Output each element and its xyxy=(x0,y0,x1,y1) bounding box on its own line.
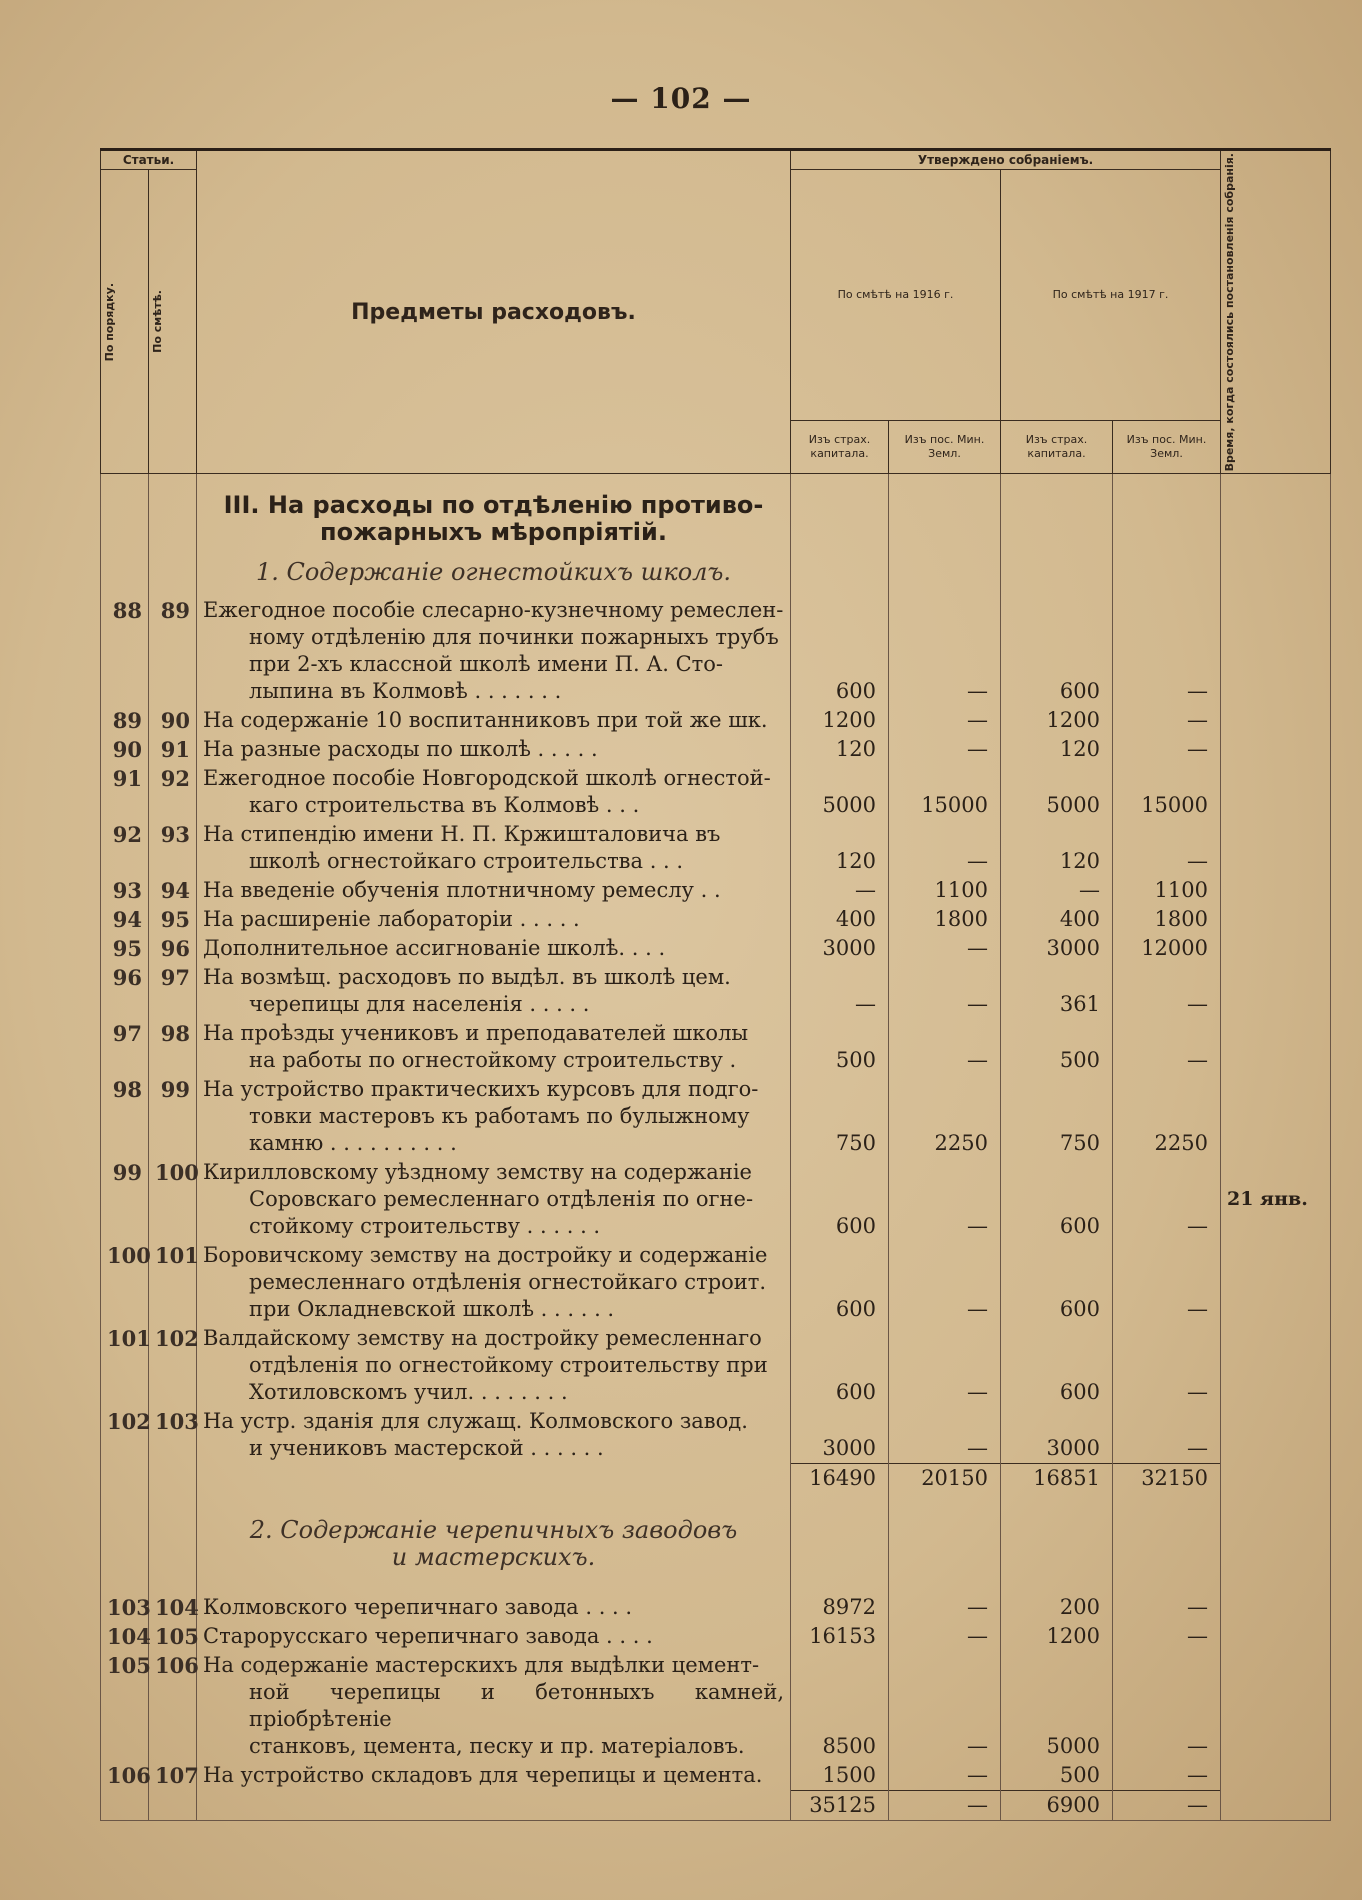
expense-description xyxy=(197,905,791,934)
empty-cell xyxy=(101,1493,149,1505)
header-est-1917: По смѣтѣ на 1917 г. xyxy=(1001,170,1221,421)
amount-1917-insurance: 1200 xyxy=(1001,1622,1113,1651)
description-line: ной черепицы и бетонныхъ камней, пріобрѣтеніе xyxy=(249,1679,784,1731)
estimate-number: 105 xyxy=(149,1622,197,1651)
description-line: На устройство практическихъ курсовъ для подго- xyxy=(203,1077,759,1102)
table-row xyxy=(101,820,1331,876)
amount-1916-insurance: 600 xyxy=(791,1324,889,1407)
order-number: 104 xyxy=(101,1622,149,1651)
time-cell xyxy=(1221,1241,1331,1324)
header-subjects: Предметы расходовъ. xyxy=(197,150,791,474)
empty-cell xyxy=(1001,1505,1113,1581)
empty-cell xyxy=(197,1493,791,1505)
estimate-number: 101 xyxy=(149,1241,197,1324)
amount-1917-ministry: — xyxy=(1113,1158,1221,1241)
order-number: 101 xyxy=(101,1324,149,1407)
description-line: На возмѣщ. расходовъ по выдѣл. въ школѣ цем. xyxy=(203,965,731,990)
order-number: 92 xyxy=(101,820,149,876)
amount-1917-ministry: 12000 xyxy=(1113,934,1221,963)
amount-1916-ministry: — xyxy=(889,735,1001,764)
description-line: Боровичскому земству на достройку и содержаніе xyxy=(203,1243,768,1268)
amount-1917-ministry: — xyxy=(1113,1019,1221,1075)
empty-cell xyxy=(1113,1493,1221,1505)
spacer-row xyxy=(101,1581,1331,1593)
description-line: На проѣзды учениковъ и преподавателей школы xyxy=(203,1021,749,1046)
amount-1917-ministry: 2250 xyxy=(1113,1075,1221,1158)
empty-cell xyxy=(791,1581,889,1593)
amount-1916-ministry: — xyxy=(889,934,1001,963)
time-cell xyxy=(1221,1463,1331,1493)
amount-1916-insurance: 8500 xyxy=(791,1651,889,1761)
amount-1916-insurance: 8972 xyxy=(791,1593,889,1622)
empty-cell xyxy=(149,1463,197,1493)
estimate-number: 104 xyxy=(149,1593,197,1622)
description-line: Соровскаго ремесленнаго отдѣленія по огне- xyxy=(249,1187,754,1212)
amount-1917-ministry: — xyxy=(1113,1407,1221,1463)
total-1917-insurance: 6900 xyxy=(1001,1790,1113,1820)
amount-1917-insurance: 3000 xyxy=(1001,1407,1113,1463)
header-by-estimate xyxy=(149,170,197,474)
amount-1917-ministry: — xyxy=(1113,735,1221,764)
amount-1916-insurance: — xyxy=(791,963,889,1019)
description-line: каго строительства въ Колмовѣ . . . xyxy=(249,793,640,818)
amount-1916-insurance: 3000 xyxy=(791,934,889,963)
amount-1916-ministry: — xyxy=(889,1593,1001,1622)
expense-description xyxy=(197,706,791,735)
time-cell xyxy=(1221,1622,1331,1651)
header-approved: Утверждено собраніемъ. xyxy=(791,150,1221,170)
order-number: 96 xyxy=(101,963,149,1019)
order-number: 95 xyxy=(101,934,149,963)
order-number: 106 xyxy=(101,1761,149,1791)
empty-cell xyxy=(1113,1581,1221,1593)
total-row xyxy=(101,1463,1331,1493)
amount-1917-ministry: 1800 xyxy=(1113,905,1221,934)
estimate-number: 89 xyxy=(149,596,197,706)
estimate-number: 102 xyxy=(149,1324,197,1407)
expense-description xyxy=(197,820,791,876)
order-number: 99 xyxy=(101,1158,149,1241)
expense-description xyxy=(197,1158,791,1241)
amount-1916-ministry: — xyxy=(889,706,1001,735)
description-line: при Окладневской школѣ . . . . . . xyxy=(249,1297,615,1322)
time-cell xyxy=(1221,1324,1331,1407)
page-number: — 102 — xyxy=(610,82,752,115)
amount-1917-insurance: 400 xyxy=(1001,905,1113,934)
description-line: школѣ огнестойкаго строительства . . . xyxy=(249,849,684,874)
order-number: 94 xyxy=(101,905,149,934)
time-cell xyxy=(1221,1761,1331,1791)
time-cell xyxy=(1221,735,1331,764)
time-cell xyxy=(1221,596,1331,706)
amount-1916-insurance: 120 xyxy=(791,735,889,764)
description-line: На стипендію имени Н. П. Кржишталовича въ xyxy=(203,822,721,847)
description-line: На содержаніе мастерскихъ для выдѣлки цемент- xyxy=(203,1652,760,1677)
amount-1917-ministry: — xyxy=(1113,1241,1221,1324)
table-row xyxy=(101,963,1331,1019)
amount-1917-ministry: — xyxy=(1113,1324,1221,1407)
amount-1917-insurance: 200 xyxy=(1001,1593,1113,1622)
total-1916-ministry: 20150 xyxy=(889,1463,1001,1493)
amount-1917-insurance: 500 xyxy=(1001,1761,1113,1791)
amount-1916-ministry: — xyxy=(889,1622,1001,1651)
amount-1917-ministry: 15000 xyxy=(1113,764,1221,820)
estimate-number: 96 xyxy=(149,934,197,963)
empty-cell xyxy=(889,1505,1001,1581)
total-1917-insurance: 16851 xyxy=(1001,1463,1113,1493)
description-line: камню . . . . . . . . . . xyxy=(249,1131,457,1156)
time-cell xyxy=(1221,706,1331,735)
subsection2-title xyxy=(197,1505,791,1581)
expense-description xyxy=(197,934,791,963)
total-1916-insurance: 35125 xyxy=(791,1790,889,1820)
empty-cell xyxy=(1113,1505,1221,1581)
amount-1917-ministry: — xyxy=(1113,1651,1221,1761)
amount-1917-insurance: 120 xyxy=(1001,735,1113,764)
amount-1917-ministry: — xyxy=(1113,1761,1221,1791)
estimate-number: 100 xyxy=(149,1158,197,1241)
total-1917-ministry: — xyxy=(1113,1790,1221,1820)
estimate-number: 95 xyxy=(149,905,197,934)
amount-1916-ministry: 15000 xyxy=(889,764,1001,820)
time-cell xyxy=(1221,963,1331,1019)
empty-cell xyxy=(197,1581,791,1593)
amount-1917-ministry: — xyxy=(1113,1593,1221,1622)
description-line: Ежегодное пособіе Новгородской школѣ огнестой- xyxy=(203,766,771,791)
order-number: 102 xyxy=(101,1407,149,1463)
estimate-number: 94 xyxy=(149,876,197,905)
estimate-number: 93 xyxy=(149,820,197,876)
header-est-1916: По смѣтѣ на 1916 г. xyxy=(791,170,1001,421)
expense-description xyxy=(197,1593,791,1622)
description-line: на работы по огнестойкому строительству . xyxy=(249,1048,737,1073)
expense-description xyxy=(197,876,791,905)
order-number: 105 xyxy=(101,1651,149,1761)
table-row xyxy=(101,1761,1331,1791)
amount-1916-ministry: — xyxy=(889,1651,1001,1761)
estimate-number: 99 xyxy=(149,1075,197,1158)
time-cell xyxy=(1221,1651,1331,1761)
amount-1917-insurance: 600 xyxy=(1001,1158,1113,1241)
amount-1917-insurance: 600 xyxy=(1001,1324,1113,1407)
table-row xyxy=(101,596,1331,706)
amount-1917-insurance: 600 xyxy=(1001,1241,1113,1324)
table-row xyxy=(101,1407,1331,1463)
order-number: 98 xyxy=(101,1075,149,1158)
description-line: станковъ, цемента, песку и пр. матеріаловъ. xyxy=(249,1733,745,1758)
amount-1916-insurance: 5000 xyxy=(791,764,889,820)
time-cell xyxy=(1221,1407,1331,1463)
amount-1917-ministry: — xyxy=(1113,820,1221,876)
empty-cell xyxy=(101,1505,149,1581)
total-1916-ministry: — xyxy=(889,1790,1001,1820)
description-line: Хотиловскомъ учил. . . . . . . . xyxy=(249,1380,568,1405)
table-row xyxy=(101,1075,1331,1158)
description-line: стойкому строительству . . . . . . xyxy=(249,1214,601,1239)
empty-cell xyxy=(791,1493,889,1505)
expense-table xyxy=(100,148,1331,1821)
amount-1917-ministry: — xyxy=(1113,596,1221,706)
estimate-number: 97 xyxy=(149,963,197,1019)
description-line: отдѣленія по огнестойкому строительству при xyxy=(249,1353,768,1378)
amount-1916-insurance: 16153 xyxy=(791,1622,889,1651)
amount-1917-insurance: 120 xyxy=(1001,820,1113,876)
empty-cell xyxy=(1221,1581,1331,1593)
amount-1916-insurance: — xyxy=(791,876,889,905)
time-cell xyxy=(1221,934,1331,963)
empty-cell xyxy=(889,1581,1001,1593)
amount-1917-insurance: 3000 xyxy=(1001,934,1113,963)
subsection1-title: 1. Содержаніе огнестойкихъ школъ. xyxy=(197,547,791,596)
amount-1917-insurance: 1200 xyxy=(1001,706,1113,735)
header-1916-insurance: Изъ страх. капитала. xyxy=(791,421,889,474)
amount-1917-ministry: — xyxy=(1113,706,1221,735)
amount-1916-ministry: — xyxy=(889,1324,1001,1407)
amount-1917-insurance: 5000 xyxy=(1001,764,1113,820)
empty-cell xyxy=(1221,1505,1331,1581)
order-number: 89 xyxy=(101,706,149,735)
empty-cell xyxy=(197,1463,791,1493)
expense-description xyxy=(197,963,791,1019)
amount-1916-insurance: 500 xyxy=(791,1019,889,1075)
table-row xyxy=(101,1158,1331,1241)
order-number: 103 xyxy=(101,1593,149,1622)
time-cell xyxy=(1221,1075,1331,1158)
empty-cell xyxy=(1001,1493,1113,1505)
amount-1916-insurance: 120 xyxy=(791,820,889,876)
description-line: ремесленнаго отдѣленія огнестойкаго строит. xyxy=(249,1270,767,1295)
amount-1916-insurance: 3000 xyxy=(791,1407,889,1463)
description-line: Ежегодное пособіе слесарно-кузнечному ремеслен- xyxy=(203,598,784,623)
estimate-number: 107 xyxy=(149,1761,197,1791)
resolution-date: 21 янв. xyxy=(1221,1158,1331,1241)
expense-description xyxy=(197,764,791,820)
amount-1917-ministry: — xyxy=(1113,1622,1221,1651)
expense-description xyxy=(197,596,791,706)
description-line: при 2-хъ классной школѣ имени П. А. Сто- xyxy=(249,652,724,677)
table-row xyxy=(101,706,1331,735)
expense-description xyxy=(197,735,791,764)
empty-cell xyxy=(889,1493,1001,1505)
amount-1917-insurance: 750 xyxy=(1001,1075,1113,1158)
amount-1917-insurance: 361 xyxy=(1001,963,1113,1019)
expense-description xyxy=(197,1241,791,1324)
description-line: На введеніе обученія плотничному ремеслу . . xyxy=(203,878,721,903)
subsection2-title-row xyxy=(101,1505,1331,1581)
amount-1916-ministry: — xyxy=(889,1158,1001,1241)
expense-description xyxy=(197,1075,791,1158)
table-row xyxy=(101,1324,1331,1407)
amount-1916-ministry: — xyxy=(889,1407,1001,1463)
time-cell xyxy=(1221,876,1331,905)
section-title-row xyxy=(101,474,1331,548)
order-number: 88 xyxy=(101,596,149,706)
empty-cell xyxy=(101,1463,149,1493)
amount-1917-insurance: — xyxy=(1001,876,1113,905)
expense-description xyxy=(197,1622,791,1651)
table-row xyxy=(101,1019,1331,1075)
expense-description xyxy=(197,1761,791,1791)
description-line: Дополнительное ассигнованіе школѣ. . . . xyxy=(203,936,666,961)
header-1917-ministry: Изъ пос. Мин. Земл. xyxy=(1113,421,1221,474)
time-cell xyxy=(1221,1019,1331,1075)
header-1917-insurance: Изъ страх. капитала. xyxy=(1001,421,1113,474)
header-time xyxy=(1221,150,1331,474)
description-line: лыпина въ Колмовѣ . . . . . . . xyxy=(249,679,562,704)
description-line: и учениковъ мастерской . . . . . . xyxy=(249,1436,604,1461)
spacer-row xyxy=(101,1493,1331,1505)
amount-1916-ministry: 1800 xyxy=(889,905,1001,934)
header-by-estimate-label: По смѣтѣ. xyxy=(151,290,164,354)
order-number: 97 xyxy=(101,1019,149,1075)
order-number: 100 xyxy=(101,1241,149,1324)
order-number: 90 xyxy=(101,735,149,764)
empty-cell xyxy=(791,1505,889,1581)
amount-1916-ministry: — xyxy=(889,1019,1001,1075)
amount-1916-insurance: 1500 xyxy=(791,1761,889,1791)
empty-cell xyxy=(149,1581,197,1593)
empty-cell xyxy=(1001,1581,1113,1593)
order-number: 91 xyxy=(101,764,149,820)
table-row xyxy=(101,1651,1331,1761)
expense-description xyxy=(197,1324,791,1407)
empty-cell xyxy=(101,1581,149,1593)
amount-1916-ministry: 1100 xyxy=(889,876,1001,905)
description-line: На устр. зданія для служащ. Колмовского завод. xyxy=(203,1409,748,1434)
table-row xyxy=(101,905,1331,934)
subsection2-title-line2: и мастерскихъ. xyxy=(391,1542,596,1571)
amount-1916-ministry: 2250 xyxy=(889,1075,1001,1158)
estimate-number: 106 xyxy=(149,1651,197,1761)
amount-1916-insurance: 600 xyxy=(791,596,889,706)
empty-cell xyxy=(149,1493,197,1505)
description-line: На содержаніе 10 воспитанниковъ при той же шк. xyxy=(203,708,768,733)
description-line: Валдайскому земству на достройку ремесленнаго xyxy=(203,1326,762,1351)
table-row xyxy=(101,1241,1331,1324)
time-cell xyxy=(1221,1790,1331,1820)
section-title: III. На расходы по отдѣленію противо-пожарныхъ мѣропріятій. xyxy=(197,474,791,548)
empty-cell xyxy=(149,1790,197,1820)
description-line: Старорусскаго черепичнаго завода . . . . xyxy=(203,1623,653,1648)
time-cell xyxy=(1221,820,1331,876)
estimate-number: 103 xyxy=(149,1407,197,1463)
amount-1917-ministry: — xyxy=(1113,963,1221,1019)
description-line: товки мастеровъ къ работамъ по булыжному xyxy=(249,1104,750,1129)
estimate-number: 91 xyxy=(149,735,197,764)
table-row xyxy=(101,876,1331,905)
amount-1916-ministry: — xyxy=(889,596,1001,706)
ledger-body xyxy=(101,474,1331,1821)
time-cell xyxy=(1221,764,1331,820)
description-line: На разные расходы по школѣ . . . . . xyxy=(203,737,598,762)
table-row xyxy=(101,1593,1331,1622)
estimate-number: 98 xyxy=(149,1019,197,1075)
table-row xyxy=(101,735,1331,764)
time-cell xyxy=(1221,905,1331,934)
order-number: 93 xyxy=(101,876,149,905)
expense-description xyxy=(197,1651,791,1761)
table-row xyxy=(101,934,1331,963)
estimate-number: 90 xyxy=(149,706,197,735)
empty-cell xyxy=(101,1790,149,1820)
description-line: Колмовского черепичнаго завода . . . . xyxy=(203,1594,633,1619)
header-time-label: Время, когда состоялись постановленія собранія. xyxy=(1223,153,1236,472)
subsection1-title-row xyxy=(101,547,1331,596)
empty-cell xyxy=(197,1790,791,1820)
description-line: черепицы для населенія . . . . . xyxy=(249,992,590,1017)
amount-1916-ministry: — xyxy=(889,1761,1001,1791)
header-1916-ministry: Изъ пос. Мин. Земл. xyxy=(889,421,1001,474)
total-1917-ministry: 32150 xyxy=(1113,1463,1221,1493)
amount-1917-insurance: 600 xyxy=(1001,596,1113,706)
total-1916-insurance: 16490 xyxy=(791,1463,889,1493)
amount-1916-ministry: — xyxy=(889,963,1001,1019)
amount-1916-ministry: — xyxy=(889,820,1001,876)
header-by-order xyxy=(101,170,149,474)
header-articles: Статьи. xyxy=(101,150,197,170)
table-row xyxy=(101,1622,1331,1651)
expense-description xyxy=(197,1019,791,1075)
subsection2-title-line1: 2. Содержаніе черепичныхъ заводовъ xyxy=(249,1515,738,1544)
amount-1916-insurance: 1200 xyxy=(791,706,889,735)
description-line: На устройство складовъ для черепицы и цемента. xyxy=(203,1763,763,1788)
empty-cell xyxy=(149,1505,197,1581)
description-line: На расширеніе лабораторіи . . . . . xyxy=(203,907,580,932)
table-row xyxy=(101,764,1331,820)
amount-1917-ministry: 1100 xyxy=(1113,876,1221,905)
empty-cell xyxy=(1221,1493,1331,1505)
amount-1916-ministry: — xyxy=(889,1241,1001,1324)
amount-1917-insurance: 5000 xyxy=(1001,1651,1113,1761)
expense-description xyxy=(197,1407,791,1463)
time-cell xyxy=(1221,1593,1331,1622)
description-line: ному отдѣленію для починки пожарныхъ трубъ xyxy=(249,625,779,650)
total-row xyxy=(101,1790,1331,1820)
amount-1917-insurance: 500 xyxy=(1001,1019,1113,1075)
amount-1916-insurance: 600 xyxy=(791,1241,889,1324)
amount-1916-insurance: 400 xyxy=(791,905,889,934)
amount-1916-insurance: 600 xyxy=(791,1158,889,1241)
header-by-order-label: По порядку. xyxy=(103,282,116,361)
amount-1916-insurance: 750 xyxy=(791,1075,889,1158)
description-line: Кирилловскому уѣздному земству на содержаніе xyxy=(203,1160,752,1185)
estimate-number: 92 xyxy=(149,764,197,820)
